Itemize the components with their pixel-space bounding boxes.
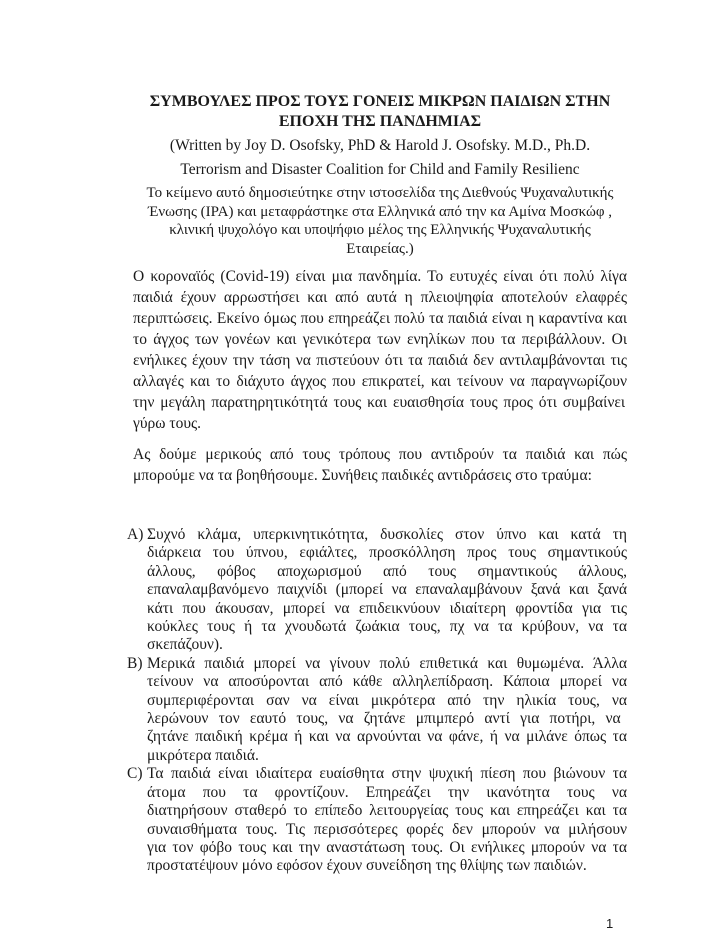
organization-line: Terrorism and Disaster Coalition for Child and Family Resilienc [180,161,580,178]
note-line: κλινική ψυχολόγο και υποψήφιο μέλος της Ελληνικής Ψυχαναλυτικής [169,222,591,238]
list-label: C) [127,765,143,783]
text-line: συναισθήματα τους. Τις περισσότερες φορές δεν μπορούν να μιλήσουν [147,820,627,838]
text-line: μπορούμε να τα βοηθήσουμε. Συνήθεις παιδικές αντιδράσεις στο τραύμα: [133,467,592,484]
paragraph-reactions [133,444,627,486]
text-line: διάρκεια του ύπνου, εφιάλτες, προσκόλληση προς τους σημαντικούς [147,544,627,562]
document-title [133,92,627,132]
text-line: μικρότερα παιδιά. [147,746,259,764]
text-line: την μεγάλη παρατηρητικότητά τους και ευαισθησία τους προς ότι συμβαίνει [133,394,626,411]
paragraph-intro [133,266,627,434]
title-line: ΣΥΜΒΟΥΛΕΣ ΠΡΟΣ ΤΟΥΣ ΓΟΝΕΙΣ ΜΙΚΡΩΝ ΠΑΙΔΙΩΝ ΣΤΗΝ [149,93,611,110]
translation-note [133,184,627,258]
note-line: Ένωσης (IPA) και μεταφράστηκε στα Ελληνικά από την κα Αμίνα Μοσκώφ , [147,203,613,220]
text-line: για τον φόβο τους και την αναστάτωση τους. Οι ενήλικες μπορούν να τα [147,838,627,856]
text-line: το άγχος των γονέων και γενικότερα των ενηλίκων που τα περιβάλλουν. Οι [133,331,627,348]
list-item [127,655,627,765]
note-line: Εταιρείας.) [346,240,414,257]
text-line: Ο κοροναϊός (Covid-19) είναι μια πανδημία. Το ευτυχές είναι ότι πολύ λίγα [133,268,627,285]
text-line: σκεπάζουν). [147,636,223,654]
text-line: άτομα που τα φροντίζουν. Επηρεάζει την ικανότητα τους να [147,783,627,801]
text-line: παιδιά έχουν αρρωστήσει και από αυτά η πλειοψηφία αποτελούν ελαφρές [133,289,627,306]
text-line: επαναλαμβανόμενο παιχνίδι (μπορεί να επαναλαμβάνουν ξανά και ξανά [147,581,627,599]
text-line: διατηρήσουν σταθερό το επίπεδο λειτουργείας τους και επηρεάζει και τα [147,802,627,820]
list-label: B) [127,654,143,672]
authors-line: (Written by Joy D. Osofsky, PhD & Harold J. Osofsky. M.D., Ph.D. [169,137,591,154]
text-line: άλλους, φόβος αποχωρισμού από τους σημαντικούς άλλους, [147,562,627,580]
text-line: ενήλικες έχουν την τάση να πιστεύουν ότι τα παιδιά δεν αντιλαμβάνονται τις [133,352,627,369]
text-line: προστατέψουν μόνο εφόσον έχουν συνείδηση της θλίψης των παιδιών. [147,857,587,875]
list-label: A) [127,526,144,543]
text-line: ζητάνε παιδική κρέμα ή και να αρνούνται να φάνε, ή να μιλάνε όπως τα [147,728,627,746]
text-line: λερώνουν τον εαυτό τους, να ζητάνε μπιμπερό αντί για ποτήρι, να [147,710,621,728]
title-line: ΕΠΟΧΗ ΤΗΣ ΠΑΝΔΗΜΙΑΣ [278,113,482,130]
text-line: τείνουν να αποσύρονται από κάθε αλληλεπίδραση. Κάποια μπορεί να [147,673,627,691]
text-line: συμπεριφέρονται σαν να είναι μικρότερα από την ηλικία τους, να [147,691,627,709]
text-line: Τα παιδιά είναι ιδιαίτερα ευαίσθητα στην ψυχική πίεση που βιώνουν τα [147,765,627,783]
text-line: κάτι που άκουσαν, μπορεί να επιδεικνύουν ιδιαίτερη φροντίδα για τις [147,599,627,617]
note-line: Το κείμενο αυτό δημοσιεύτηκε στην ιστοσελίδα της Διεθνούς Ψυχαναλυτικής [146,185,614,201]
text-line: γύρω τους. [133,415,202,432]
page-number: 1 [606,915,614,931]
text-line: κούκλες τους ή τα χνουδωτά ζωάκια τους, πχ να τα κρύβουν, να τα [147,618,627,636]
reactions-list [127,526,627,876]
text-line: Μερικά παιδιά μπορεί να γίνουν πολύ επιθετικά και θυμωμένα. Άλλα [147,654,627,672]
text-line: αλλαγές και το διάχυτο άγχος που επικρατεί, και τείνουν να παραγνωρίζουν [133,373,627,390]
list-item [127,765,627,875]
text-line: Συχνό κλάμα, υπερκινητικότητα, δυσκολίες στον ύπνο και κατά τη [147,526,627,543]
list-item [127,526,627,655]
text-line: περιπτώσεις. Εκείνο όμως που επηρεάζει πολύ τα παιδιά είναι η καραντίνα και [133,310,627,327]
authors [133,134,627,182]
text-line: Ας δούμε μερικούς από τους τρόπους που αντιδρούν τα παιδιά και πώς [133,446,627,463]
